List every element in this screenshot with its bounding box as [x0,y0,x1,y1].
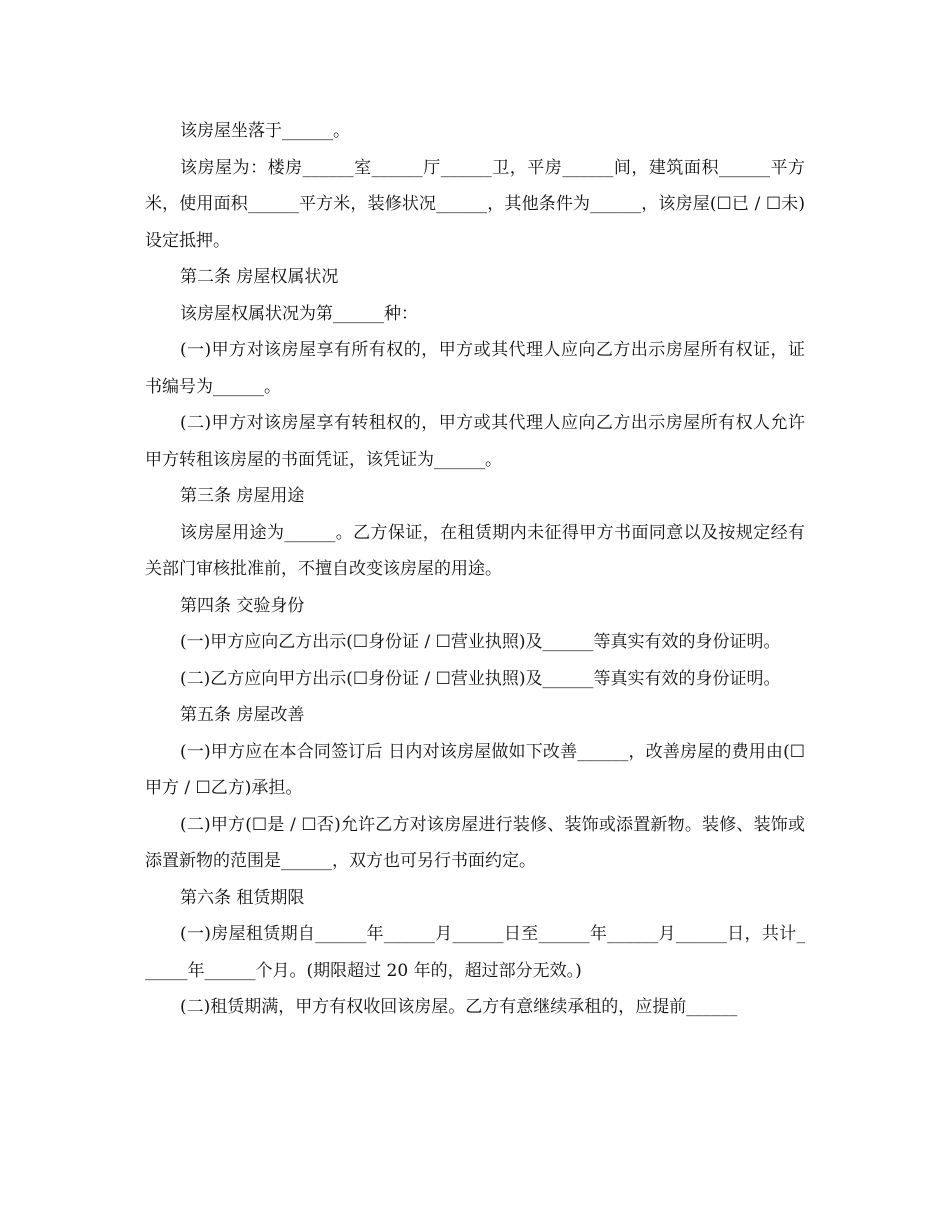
paragraph-ownership-item-1: (一)甲方对该房屋享有所有权的，甲方或其代理人应向乙方出示房屋所有权证，证书编号为______。 [145,340,805,397]
paragraph-ownership-item-2: (二)甲方对该房屋享有转租权的，甲方或其代理人应向乙方出示房屋所有权人允许甲方转租该房屋的书面凭证，该凭证为______。 [145,413,805,470]
paragraph-usage: 该房屋用途为______。乙方保证，在租赁期内未征得甲方书面同意以及按规定经有关部门审核批准前，不擅自改变该房屋的用途。 [145,522,805,579]
paragraph-identity-item-1: (一)甲方应向乙方出示(☐身份证 / ☐营业执照)及______等真实有效的身份证明。 [180,632,781,652]
article-4-heading: 第四条 交验身份 [180,595,305,616]
article-3-heading: 第三条 房屋用途 [180,486,305,506]
paragraph-location: 该房屋坐落于______。 [180,121,350,141]
paragraph-term-item-1: (一)房屋租赁期自______年______月______日至______年______月______日，共计______年______个月。(期限超过 20 年的，超过部分无效。) [145,924,805,981]
article-6-heading: 第六条 租赁期限 [180,887,305,908]
document-body [145,113,805,1026]
article-2-heading: 第二条 房屋权属状况 [180,267,339,287]
paragraph-layout: 该房屋为：楼房______室______厅______卫，平房______间，建筑面积______平方米，使用面积______平方米，装修状况______，其他条件为______，该房屋(☐已 / ☐未)设定抵押。 [145,157,805,251]
paragraph-ownership-type: 该房屋权属状况为第______种： [180,303,418,324]
article-5-heading: 第五条 房屋改善 [180,705,305,725]
paragraph-improvement-item-2: (二)甲方(☐是 / ☐否)允许乙方对该房屋进行装修、装饰或添置新物。装修、装饰或添置新物的范围是______，双方也可另行书面约定。 [145,814,805,871]
paragraph-identity-item-2: (二)乙方应向甲方出示(☐身份证 / ☐营业执照)及______等真实有效的身份证明。 [180,668,781,689]
paragraph-term-item-2: (二)租赁期满，甲方有权收回该房屋。乙方有意继续承租的，应提前______ [180,997,738,1017]
paragraph-improvement-item-1: (一)甲方应在本合同签订后 日内对该房屋做如下改善______，改善房屋的费用由(☐甲方 / ☐乙方)承担。 [145,741,805,798]
